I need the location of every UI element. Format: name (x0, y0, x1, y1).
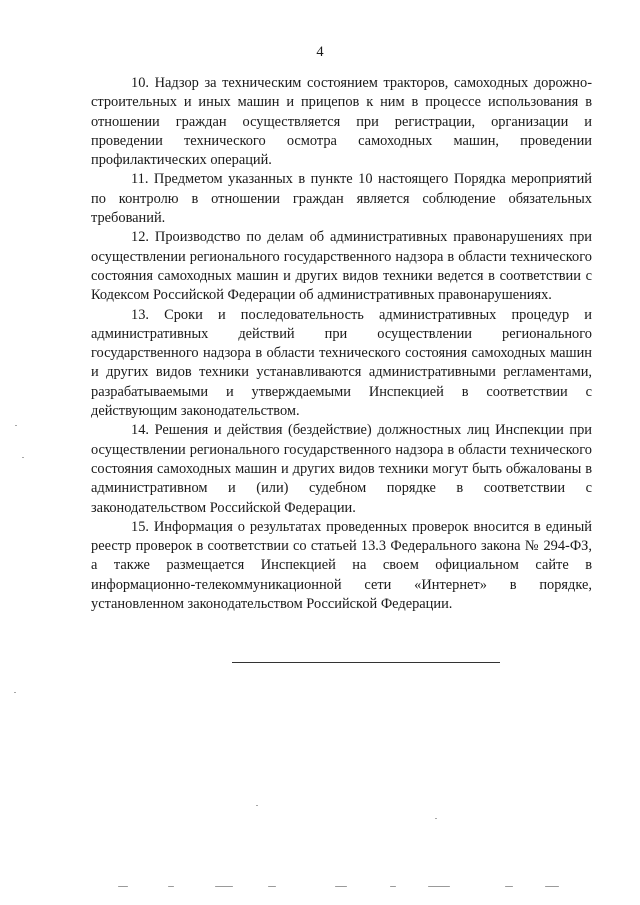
scan-speck (505, 886, 513, 887)
scan-speck (168, 886, 174, 887)
scan-speck (428, 886, 450, 887)
scan-speck (335, 886, 347, 887)
scan-speck (435, 818, 437, 819)
scan-speck (15, 425, 17, 426)
paragraph-12: 12. Производство по делам об административных правонарушениях при осуществлении регионального государственного надзора в области технического состояния самоходных машин и других видов техники ведется в соответствии с Кодексом Российской Федерации об административных правонарушениях. (91, 229, 592, 304)
paragraph-13: 13. Сроки и последовательность административных процедур и административных действий при осуществлении регионального государственного надзора в области технического состояния самоходных машин и других видов техники устанавливаются административными регламентами, разрабатываемыми и утверждаемыми Инспекцией в соответствии с действующим законодательством. (91, 306, 592, 420)
scan-speck (14, 692, 16, 693)
paragraph-14: 14. Решения и действия (бездействие) должностных лиц Инспекции при осуществлении регионального государственного надзора в области технического состояния самоходных машин и других видов техники могут быть обжалованы в административном и (или) судебном порядке в соответствии с законодательством Российской Федерации. (91, 422, 592, 516)
document-body (91, 74, 592, 614)
scan-speck (215, 886, 233, 887)
scan-speck (256, 805, 258, 806)
paragraph-15: 15. Информация о результатах проведенных проверок вносится в единый реестр проверок в соответствии со статьей 13.3 Федерального закона № 294-ФЗ, а также размещается Инспекцией на своем официальном сайте в информационно-телекоммуникационной сети «Интернет» в порядке, установленном законодательством Российской Федерации. (91, 518, 592, 613)
scan-speck (118, 886, 128, 887)
scan-speck (22, 457, 24, 458)
end-of-text-rule (232, 662, 500, 663)
scan-speck (390, 886, 396, 887)
paragraph-10: 10. Надзор за техническим состоянием тракторов, самоходных дорожно-строительных и иных машин и прицепов к ним в процессе использования в отношении граждан осуществляется при регистрации, организации и проведении технического осмотра самоходных машин, проведении профилактических операций. (91, 75, 592, 169)
paragraph-11: 11. Предметом указанных в пункте 10 настоящего Порядка мероприятий по контролю в отношении граждан является соблюдение обязательных требований. (91, 171, 592, 227)
page-number: 4 (316, 44, 324, 60)
scan-speck (545, 886, 559, 887)
scan-speck (268, 886, 276, 887)
